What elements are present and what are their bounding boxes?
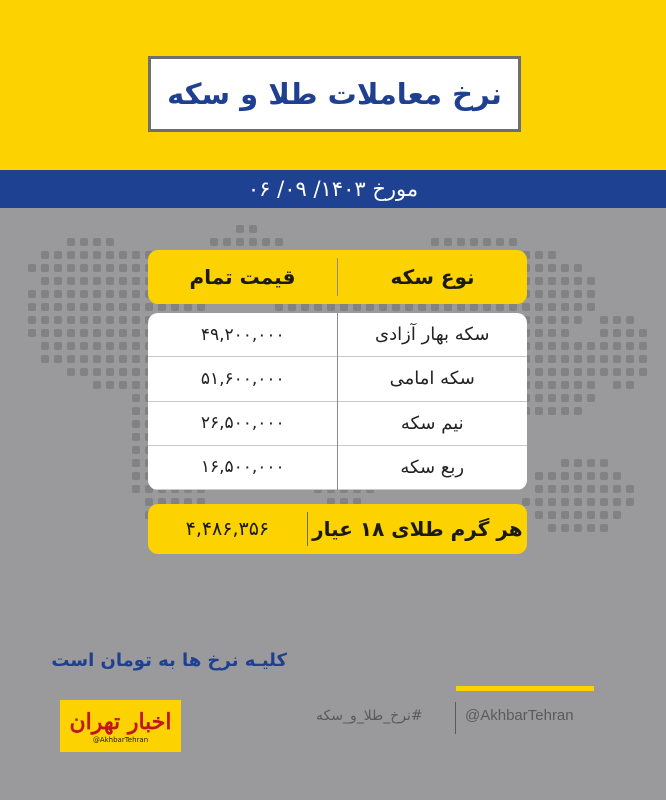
- price-table: [148, 313, 527, 490]
- header-price: قیمت تمام: [189, 265, 296, 289]
- coin-price: ۴۹,۲۰۰,۰۰۰: [200, 324, 285, 345]
- footer-divider: [455, 702, 456, 734]
- coin-price: ۱۶,۵۰۰,۰۰۰: [200, 457, 285, 478]
- coin-price: ۲۶,۵۰۰,۰۰۰: [200, 413, 285, 434]
- column-divider: [337, 313, 338, 490]
- header-coin-type: نوع سکه: [390, 265, 475, 289]
- coin-type: سکه امامی: [389, 368, 475, 390]
- currency-note: کلیـه نرخ ها به تومان است: [51, 650, 287, 671]
- accent-line: [456, 686, 594, 691]
- brand-logo: [60, 700, 181, 752]
- logo-text: اخبار تهران: [69, 708, 172, 735]
- gold-value: ۴,۴۸۶,۳۵۶: [185, 518, 270, 540]
- logo-handle: @AkhbarTehran: [92, 735, 149, 744]
- social-handle-link[interactable]: @AkhbarTehran: [465, 707, 574, 724]
- page-title: نرخ معاملات طلا و سکه: [167, 77, 502, 111]
- title-box: [148, 56, 521, 132]
- gold-per-gram-row: [148, 504, 527, 554]
- date-label: مورخ ۱۴۰۳/ ۰۹/ ۰۶: [247, 177, 419, 201]
- coin-price: ۵۱,۶۰۰,۰۰۰: [200, 368, 285, 389]
- table-header: [148, 250, 527, 304]
- coin-type: ربع سکه: [400, 456, 465, 478]
- gold-divider: [307, 512, 308, 546]
- coin-type: سکه بهار آزادی: [375, 324, 490, 346]
- gold-label: هر گرم طلای ۱۸ عیار: [312, 517, 523, 541]
- date-band: [0, 170, 666, 208]
- coin-type: نیم سکه: [400, 412, 464, 434]
- header-divider: [337, 258, 338, 296]
- hashtag-link[interactable]: #نرخ_طلا_و_سکه: [316, 708, 423, 724]
